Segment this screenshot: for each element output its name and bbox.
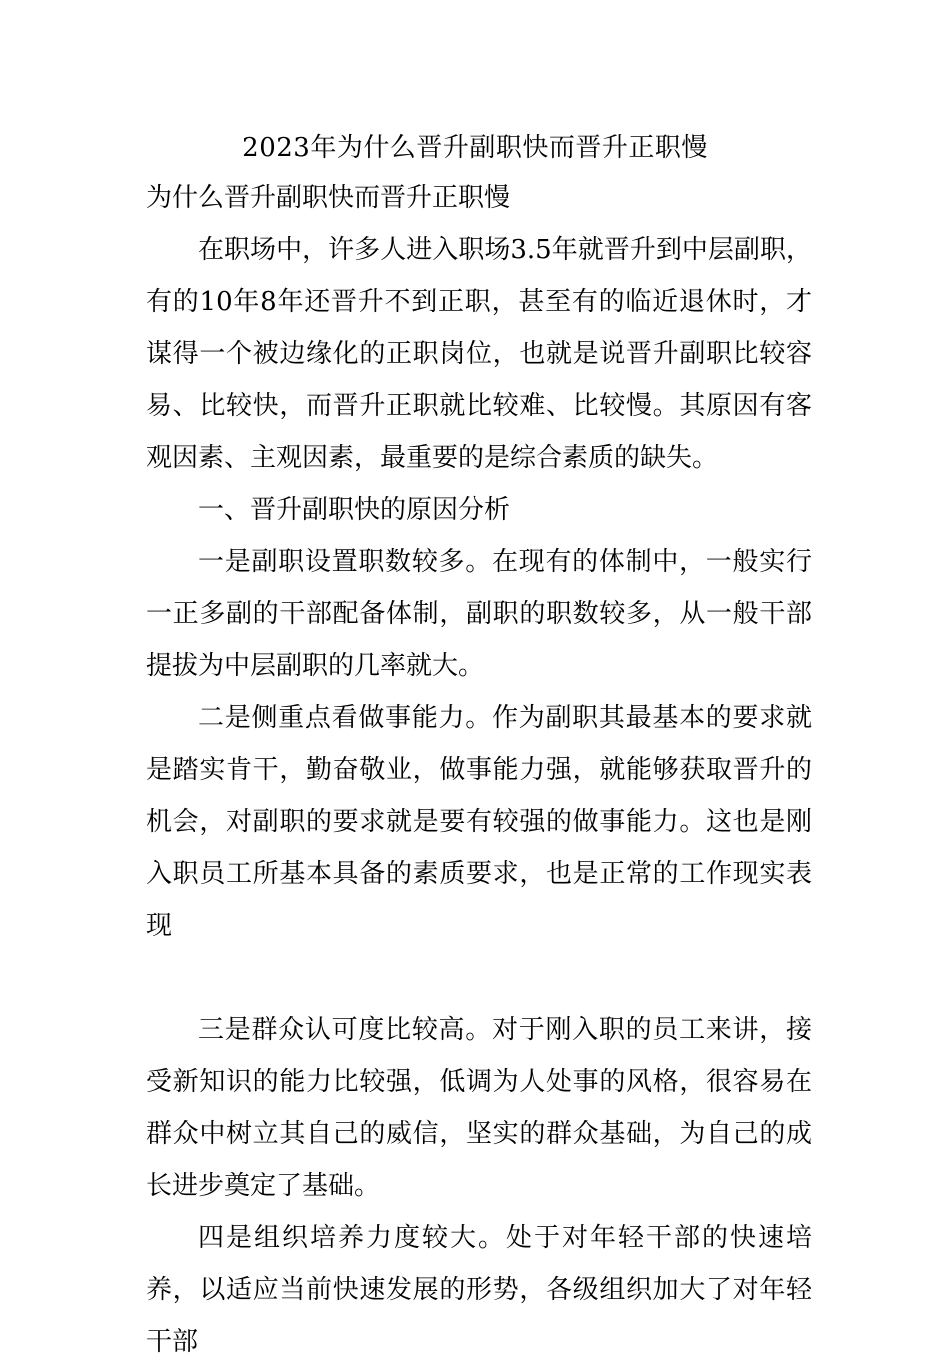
paragraph-point-1: 一是副职设置职数较多。在现有的体制中，一般实行一正多副的干部配备体制，副职的职数较多，从一般干部提拔为中层副职的几率就大。: [146, 547, 812, 681]
document-body: [146, 224, 812, 1368]
paragraph-intro: 在职场中，许多人进入职场3.5年就晋升到中层副职，有的10年8年还晋升不到正职，甚至有的临近退休时，才谋得一个被边缘化的正职岗位，也就是说晋升副职比较容易、比较快，而晋升正职就比较难、比较慢。其原因有客观因素、主观因素，最重要的是综合素质的缺失。: [146, 235, 812, 473]
document-title: 2023年为什么晋升副职快而晋升正职慢: [242, 133, 708, 163]
paragraph-point-2: 二是侧重点看做事能力。作为副职其最基本的要求就是踏实肯干，勤奋敬业，做事能力强，就能够获取晋升的机会，对副职的要求就是要有较强的做事能力。这也是刚入职员工所基本具备的素质要求，也是正常的工作现实表现: [146, 703, 812, 941]
paragraph-point-4: 四是组织培养力度较大。处于对年轻干部的快速培养，以适应当前快速发展的形势，各级组织加大了对年轻干部: [146, 1223, 812, 1357]
document-subtitle: 为什么晋升副职快而晋升正职慢: [146, 183, 511, 213]
section-heading-1: 一、晋升副职快的原因分析: [198, 495, 511, 525]
paragraph-gap: [146, 952, 812, 1004]
paragraph-point-3: 三是群众认可度比较高。对于刚入职的员工来讲，接受新知识的能力比较强，低调为人处事的风格，很容易在群众中树立其自己的威信，坚实的群众基础，为自己的成长进步奠定了基础。: [146, 1015, 812, 1201]
